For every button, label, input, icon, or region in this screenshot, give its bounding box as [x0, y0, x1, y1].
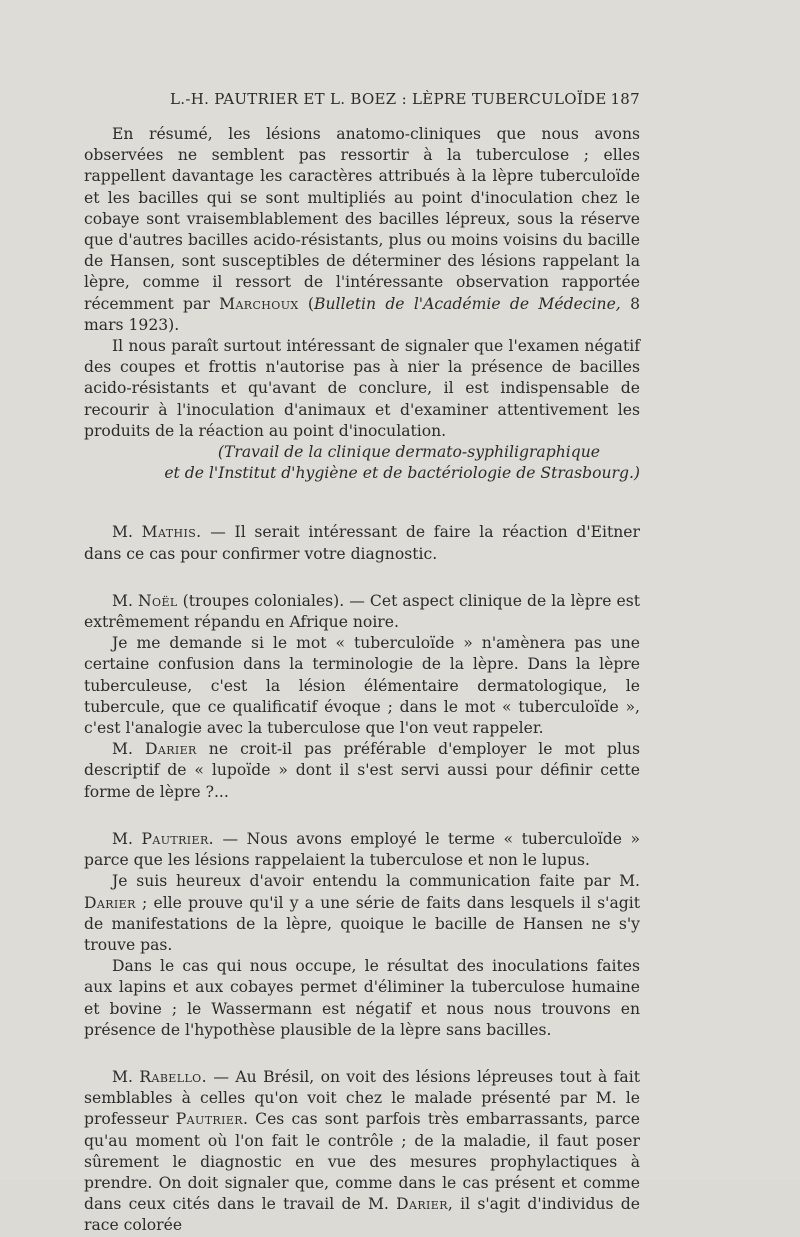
noel-paragraph-2: Je me demande si le mot « tuberculoïde » n'amènera pas une certaine confusion dans la terminologie de la lèpre. Dans la lèpre tuberculeuse, c'est la lésion élémentaire dermatologique, le tubercule, que ce qualificatif évoque ; dans le mot « tuberculoïde », c'est l'analogie avec la tuberculose que l'on veut rappeler.: [84, 634, 640, 738]
speaker-text: — Nous avons employé le terme « tuberculoïde » parce que les lésions rappelaient la tuberculose et non le lupus.: [84, 829, 640, 870]
speaker-noel: [84, 591, 640, 633]
speaker-prefix: M.: [112, 829, 142, 848]
text-body: [84, 124, 640, 1237]
pautrier-paragraph-2: [84, 871, 640, 956]
journal-title: Bulletin de l'Académie de Médecine,: [314, 294, 621, 313]
citation: [84, 442, 640, 484]
speaker-name: Noël: [137, 591, 178, 610]
speaker-text: ne croit-il pas préférable d'employer le mot plus descriptif de « lupoïde » dont il s'est servi aussi pour définir cette forme de lèpre ?...: [84, 740, 640, 801]
summary-text: En résumé, les lésions anatomo-cliniques que nous avons observées ne semblent pas ressortir à la tuberculose ; elles rappellent davantage les caractères attribués à la lèpre tuberculoïde et les bacilles qui se sont multipliés au point d'inoculation chez le cobaye sont vraisemblablement des bacilles lépreux, sous la réserve que d'autres bacilles acido-résistants, plus ou moins voisins du bacille de Hansen, sont susceptibles de déterminer des lésions rappelant la lèpre, comme il ressort de l'intéressante observation rapportée récemment par: [84, 125, 640, 313]
author-darier: Darier: [396, 1195, 448, 1214]
speaker-text: . Ces cas sont parfois très embarrassants, parce qu'au moment où l'on fait le contrôle ; de la maladie, il faut poser sûrement le diagnostic en vue des mesures prophylactiques à prendre. On doit signaler que, comme dans le cas présent et comme dans ceux cités dans le travail de M.: [84, 1110, 640, 1214]
citation-line-1: (Travail de la clinique dermato-syphiligraphique: [217, 443, 600, 462]
speaker-text: , il s'agit d'individus de race colorée: [84, 1195, 640, 1235]
page-number: 187: [610, 90, 640, 108]
speaker-name: Rabello.: [139, 1067, 207, 1086]
paren-open: (: [298, 294, 315, 313]
speaker-text: ; elle prouve qu'il y a une série de faits dans lesquels il s'agit de manifestations de la lèpre, quoique le bacille de Hansen ne s'y trouve pas.: [84, 893, 640, 954]
speaker-prefix: M.: [112, 591, 138, 610]
journal-date: 8 mars 1923).: [84, 294, 641, 334]
speaker-text: — Il serait intéressant de faire la réaction d'Eitner dans ce cas pour confirmer votre diagnostic.: [84, 523, 640, 563]
speaker-mathis: [84, 522, 640, 564]
paragraph-conclusion: Il nous paraît surtout intéressant de signaler que l'examen négatif des coupes et frottis n'autorise pas à nier la présence de bacilles acido-résistants et qu'avant de conclure, il est indispensable de recourir à l'inoculation d'animaux et d'examiner attentivement les produits de la réaction au point d'inoculation.: [84, 337, 640, 440]
speaker-prefix: M.: [112, 740, 145, 759]
author-marchoux: Marchoux: [219, 294, 299, 313]
author-darier: Darier: [84, 893, 136, 912]
speaker-rabello: [84, 1067, 640, 1237]
author-darier: Darier: [144, 740, 197, 759]
paragraph-summary: [84, 124, 640, 336]
speaker-prefix: M.: [112, 1067, 140, 1086]
speaker-text: — Au Brésil, on voit des lésions lépreuses tout à fait semblables à celles qu'on voit chez le malade présenté par M. le professeur: [84, 1067, 640, 1129]
speaker-pautrier: [84, 829, 640, 871]
speaker-text: Je suis heureux d'avoir entendu la communication faite par M.: [112, 872, 640, 891]
author-pautrier: Pautrier: [175, 1110, 243, 1129]
speaker-prefix: M.: [112, 523, 142, 542]
noel-paragraph-3: [84, 739, 640, 803]
citation-line-2: et de l'Institut d'hygiène et de bactériologie de Strasbourg.): [164, 464, 640, 483]
speaker-name: Pautrier.: [141, 829, 215, 848]
speaker-name: Mathis.: [141, 523, 202, 542]
running-title: L.-H. PAUTRIER ET L. BOEZ : LÈPRE TUBERCULOÏDE: [170, 90, 607, 108]
pautrier-paragraph-3: Dans le cas qui nous occupe, le résultat des inoculations faites aux lapins et aux cobayes permet d'éliminer la tuberculose humaine et bovine ; le Wassermann est négatif et nous nous trouvons en présence de l'hypothèse plausible de la lèpre sans bacilles.: [84, 957, 640, 1039]
speaker-text: (troupes coloniales). — Cet aspect clinique de la lèpre est extrêmement répandu en Afrique noire.: [84, 591, 640, 632]
